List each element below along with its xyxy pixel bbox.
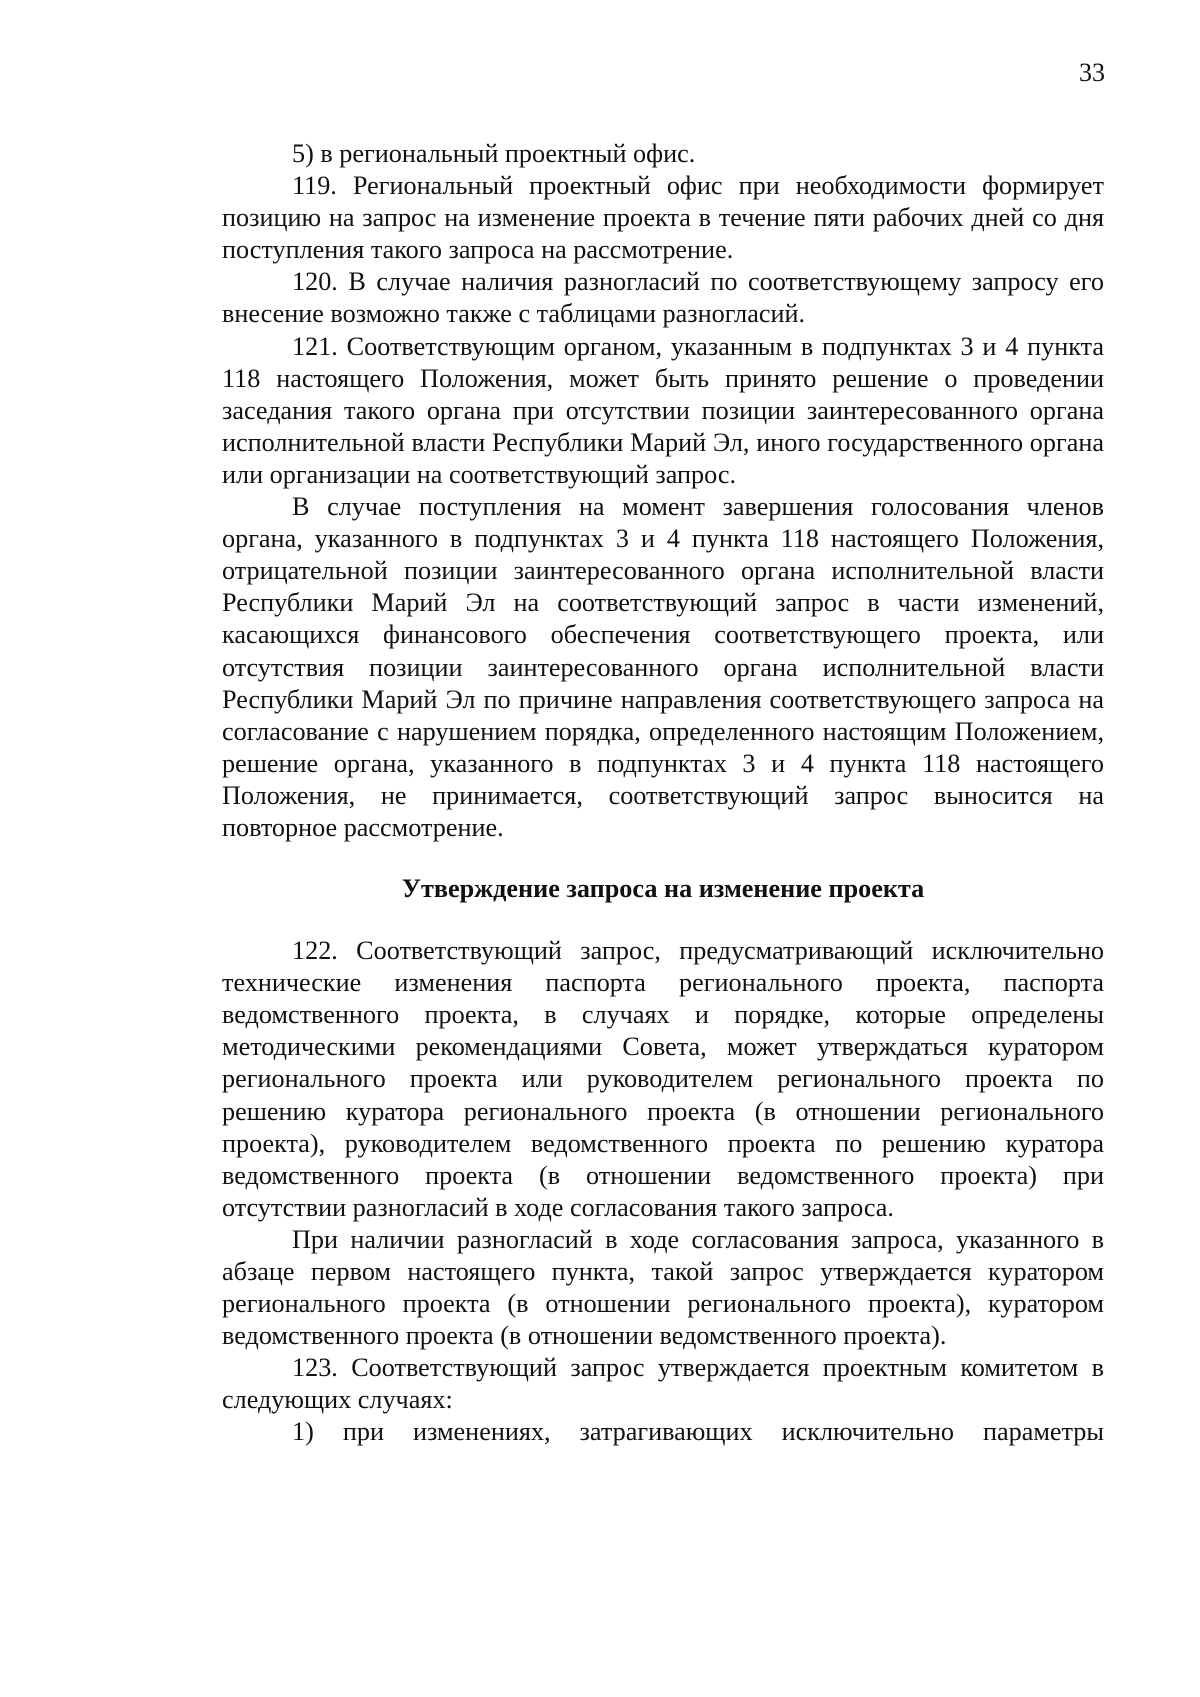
paragraph-120: 120. В случае наличия разногласий по соответствующему запросу его внесение возможно также с таблицами разногласий. — [222, 267, 1104, 329]
document-body — [222, 138, 1104, 1449]
list-item-5-regional-office: 5) в региональный проектный офис. — [292, 139, 696, 168]
paragraph-119: 119. Региональный проектный офис при необходимости формирует позицию на запрос на изменение проекта в течение пяти рабочих дней со дня поступления такого запроса на рассмотрение. — [222, 171, 1104, 265]
paragraph-123: 123. Соответствующий запрос утверждается проектным комитетом в следующих случаях: — [222, 1353, 1104, 1415]
list-item-1-parameters: 1) при изменениях, затрагивающих исключительно параметры — [292, 1417, 1104, 1447]
paragraph-121-continuation: В случае поступления на момент завершения голосования членов органа, указанного в подпунктах 3 и 4 пункта 118 настоящего Положения, отрицательной позиции заинтересованного органа исполнительной власти Республики Марий Эл на соответствующий запрос в части изменений, касающихся финансового обеспечения соответствующего проекта, или отсутствия позиции заинтересованного органа исполнительной власти Республики Марий Эл по причине направления соответствующего запроса на согласование с нарушением порядка, определенного настоящим Положением, решение органа, указанного в подпунктах 3 и 4 пункта 118 настоящего Положения, не принимается, соответствующий запрос выносится на повторное рассмотрение. — [222, 492, 1104, 842]
section-heading: Утверждение запроса на изменение проекта — [401, 874, 925, 904]
paragraph-121: 121. Соответствующим органом, указанным в подпунктах 3 и 4 пункта 118 настоящего Положения, может быть принято решение о проведении заседания такого органа при отсутствии позиции заинтересованного органа исполнительной власти Республики Марий Эл, иного государственного органа или организации на соответствующий запрос. — [222, 331, 1104, 489]
paragraph-122-continuation: При наличии разногласий в ходе согласования запроса, указанного в абзаце первом настоящего пункта, такой запрос утверждается куратором регионального проекта (в отношении регионального проекта), куратором ведомственного проекта (в отношении ведомственного проекта). — [222, 1224, 1104, 1351]
paragraph-122: 122. Соответствующий запрос, предусматривающий исключительно технические изменения паспорта регионального проекта, паспорта ведомственного проекта, в случаях и порядке, которые определены методическими рекомендациями Совета, может утверждаться куратором регионального проекта или руководителем регионального проекта по решению куратора регионального проекта (в отношении регионального проекта), руководителем ведомственного проекта по решению куратора ведомственного проекта (в отношении ведомственного проекта) при отсутствии разногласий в ходе согласования такого запроса. — [222, 936, 1104, 1222]
page-number: 33 — [1079, 58, 1105, 87]
